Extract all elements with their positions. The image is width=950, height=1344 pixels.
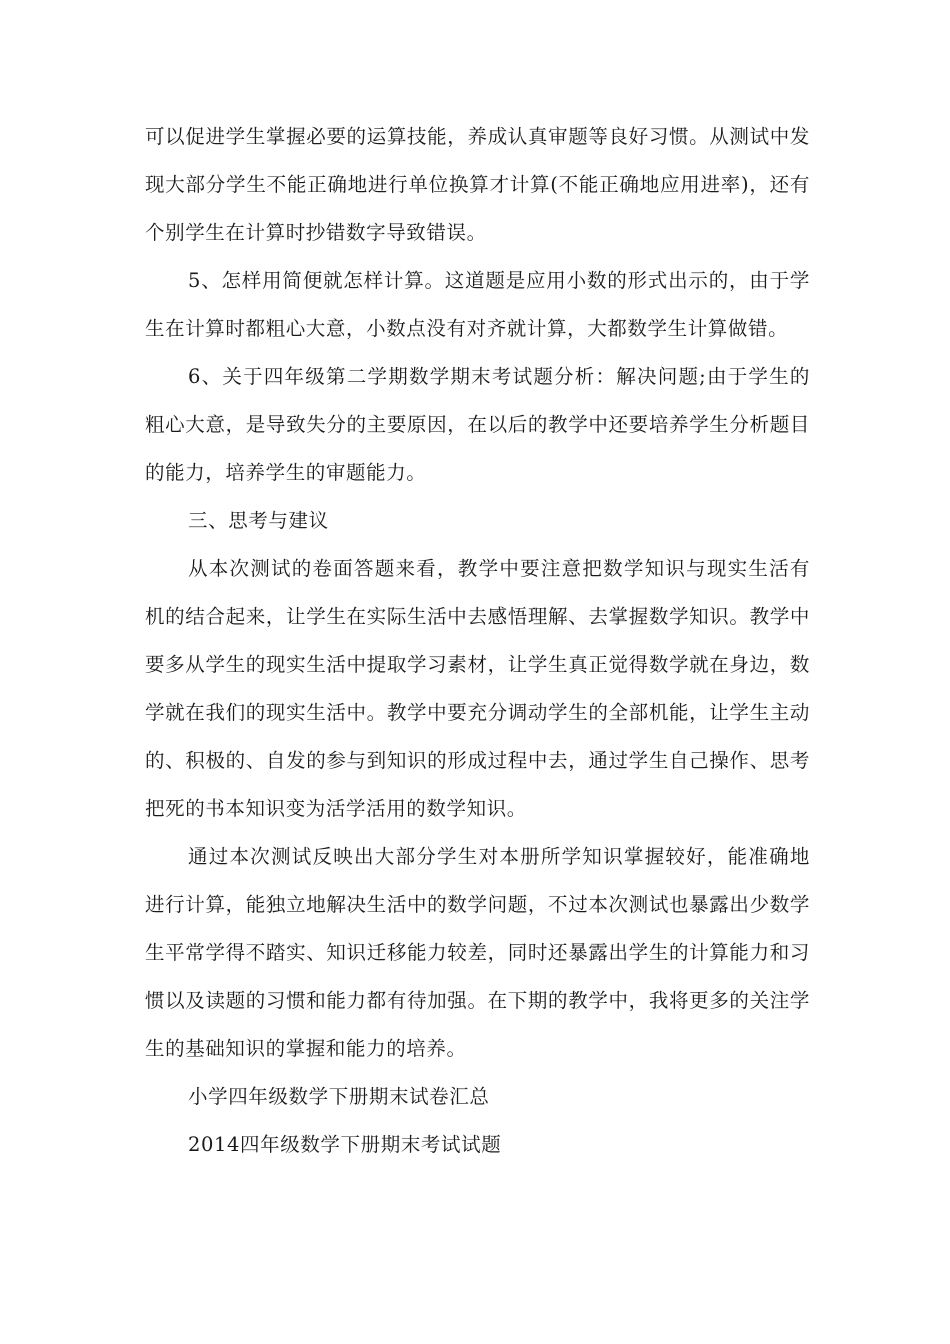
paragraph-item-5: 5、怎样用简便就怎样计算。这道题是应用小数的形式出示的，由于学生在计算时都粗心大意，小数点没有对齐就计算，大都数学生计算做错。 (145, 269, 810, 340)
paragraph-suggestion-1: 从本次测试的卷面答题来看，教学中要注意把数学知识与现实生活有机的结合起来，让学生在实际生活中去感悟理解、去掌握数学知识。教学中要多从学生的现实生活中提取学习素材，让学生真正觉得数学就在身边，数学就在我们的现实生活中。教学中要充分调动学生的全部机能，让学生主动的、积极的、自发的参与到知识的形成过程中去，通过学生自己操作、思考把死的书本知识变为活学活用的数学知识。 (145, 557, 810, 820)
section-heading-thinking-and-suggestions: 三、思考与建议 (188, 509, 329, 532)
paragraph-suggestion-2: 通过本次测试反映出大部分学生对本册所学知识掌握较好，能准确地进行计算，能独立地解决生活中的数学问题，不过本次测试也暴露出少数学生平常学得不踏实、知识迁移能力较差，同时还暴露出学生的计算能力和习惯以及读题的习惯和能力都有待加强。在下期的教学中，我将更多的关注学生的基础知识的掌握和能力的培养。 (145, 845, 810, 1060)
related-title-2: 2014四年级数学下册期末考试试题 (188, 1133, 502, 1156)
related-title-1: 小学四年级数学下册期末试卷汇总 (188, 1085, 490, 1108)
document-body (145, 113, 810, 1169)
paragraph-item-6: 6、关于四年级第二学期数学期末考试题分析：解决问题;由于学生的粗心大意，是导致失分的主要原因，在以后的教学中还要培养学生分析题目的能力，培养学生的审题能力。 (145, 365, 810, 484)
paragraph-continued: 可以促进学生掌握必要的运算技能，养成认真审题等良好习惯。从测试中发现大部分学生不能正确地进行单位换算才计算(不能正确地应用进率)，还有个别学生在计算时抄错数字导致错误。 (145, 125, 810, 244)
